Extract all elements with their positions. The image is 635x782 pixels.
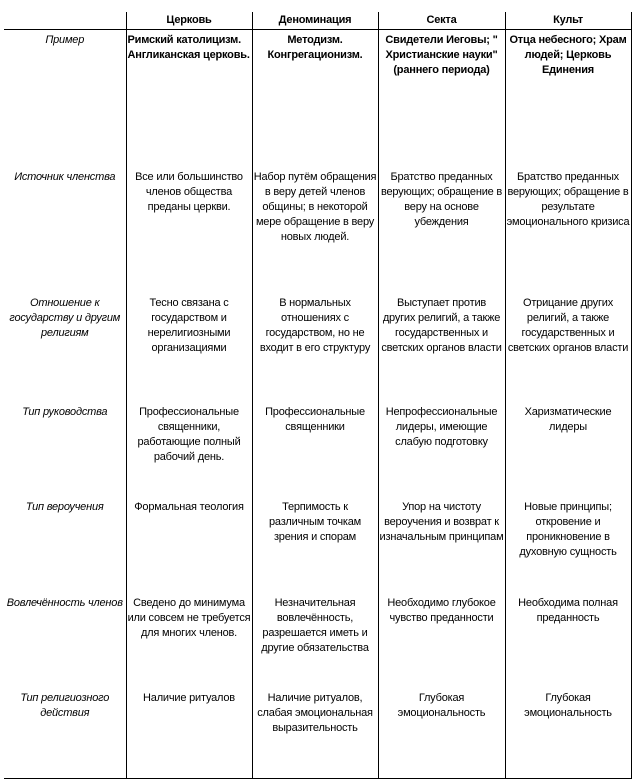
table-cell: Набор путём обращения в веру детей членов общины; в некоторой мере обращение в веру новых людей. xyxy=(252,167,378,293)
table-row-leadership-type xyxy=(4,402,631,497)
table-cell: Необходима полная преданность xyxy=(505,593,631,688)
table-cell: Харизматические лидеры xyxy=(505,402,631,497)
table-row-example xyxy=(4,30,631,167)
row-label: Тип вероучения xyxy=(4,497,126,593)
table-cell: Наличие ритуалов, слабая эмоциональная выразительность xyxy=(252,688,378,779)
table-cell: Братство преданных верующих; обращение в веру на основе убеждения xyxy=(378,167,505,293)
table-cell: Братство преданных верующих; обращение в результате эмоционального кризиса xyxy=(505,167,631,293)
table-row-relation-to-state xyxy=(4,293,631,402)
column-header-sect: Секта xyxy=(378,12,505,30)
table-cell: Отца небесного; Храм людей; Церковь Единения xyxy=(505,30,631,167)
table-cell: Глубокая эмоциональность xyxy=(378,688,505,779)
row-label: Тип религиозного действия xyxy=(4,688,126,779)
table-cell: Свидетели Иеговы; " Христианские науки" (раннего периода) xyxy=(378,30,505,167)
row-label: Пример xyxy=(4,30,126,167)
table-cell: В нормальных отношениях с государством, но не входит в его структуру xyxy=(252,293,378,402)
table-cell: Необходимо глубокое чувство преданности xyxy=(378,593,505,688)
table-cell: Профессиональные священники xyxy=(252,402,378,497)
table-cell: Сведено до минимума или совсем не требуется для многих членов. xyxy=(126,593,252,688)
column-header-cult: Культ xyxy=(505,12,631,30)
table-row-member-involvement xyxy=(4,593,631,688)
row-label: Отношение к государству и другим религиям xyxy=(4,293,126,402)
table-cell: Тесно связана с государством и нерелигиозными организациями xyxy=(126,293,252,402)
table-cell: Наличие ритуалов xyxy=(126,688,252,779)
row-label: Вовлечённость членов xyxy=(4,593,126,688)
table-cell: Методизм. Конгрегационизм. xyxy=(252,30,378,167)
table-cell: Упор на чистоту вероучения и возврат к изначальным принципам xyxy=(378,497,505,593)
comparison-table xyxy=(4,12,632,779)
table-cell: Непрофессиональные лидеры, имеющие слабую подготовку xyxy=(378,402,505,497)
table-row-religious-action-type xyxy=(4,688,631,779)
table-cell: Выступает против других религий, а также государственных и светских органов власти xyxy=(378,293,505,402)
table-cell: Терпимость к различным точкам зрения и спорам xyxy=(252,497,378,593)
table-cell: Отрицание других религий, а также государственных и светских органов власти xyxy=(505,293,631,402)
row-label: Тип руководства xyxy=(4,402,126,497)
table-cell: Римский католицизм. Англиканская церковь. xyxy=(126,30,252,167)
column-header-denomination: Деноминация xyxy=(252,12,378,30)
table-cell: Формальная теология xyxy=(126,497,252,593)
table-cell: Все или большинство членов общества преданы церкви. xyxy=(126,167,252,293)
header-corner-cell xyxy=(4,12,126,30)
row-label: Источник членства xyxy=(4,167,126,293)
table-cell: Незначительная вовлечённость, разрешается иметь и другие обязательства xyxy=(252,593,378,688)
column-header-church: Церковь xyxy=(126,12,252,30)
table-cell: Новые принципы; откровение и проникновение в духовную сущность xyxy=(505,497,631,593)
table-cell: Глубокая эмоциональность xyxy=(505,688,631,779)
table-cell: Профессиональные священники, работающие полный рабочий день. xyxy=(126,402,252,497)
header-row xyxy=(4,12,631,30)
table-row-doctrine-type xyxy=(4,497,631,593)
table-row-membership-source xyxy=(4,167,631,293)
